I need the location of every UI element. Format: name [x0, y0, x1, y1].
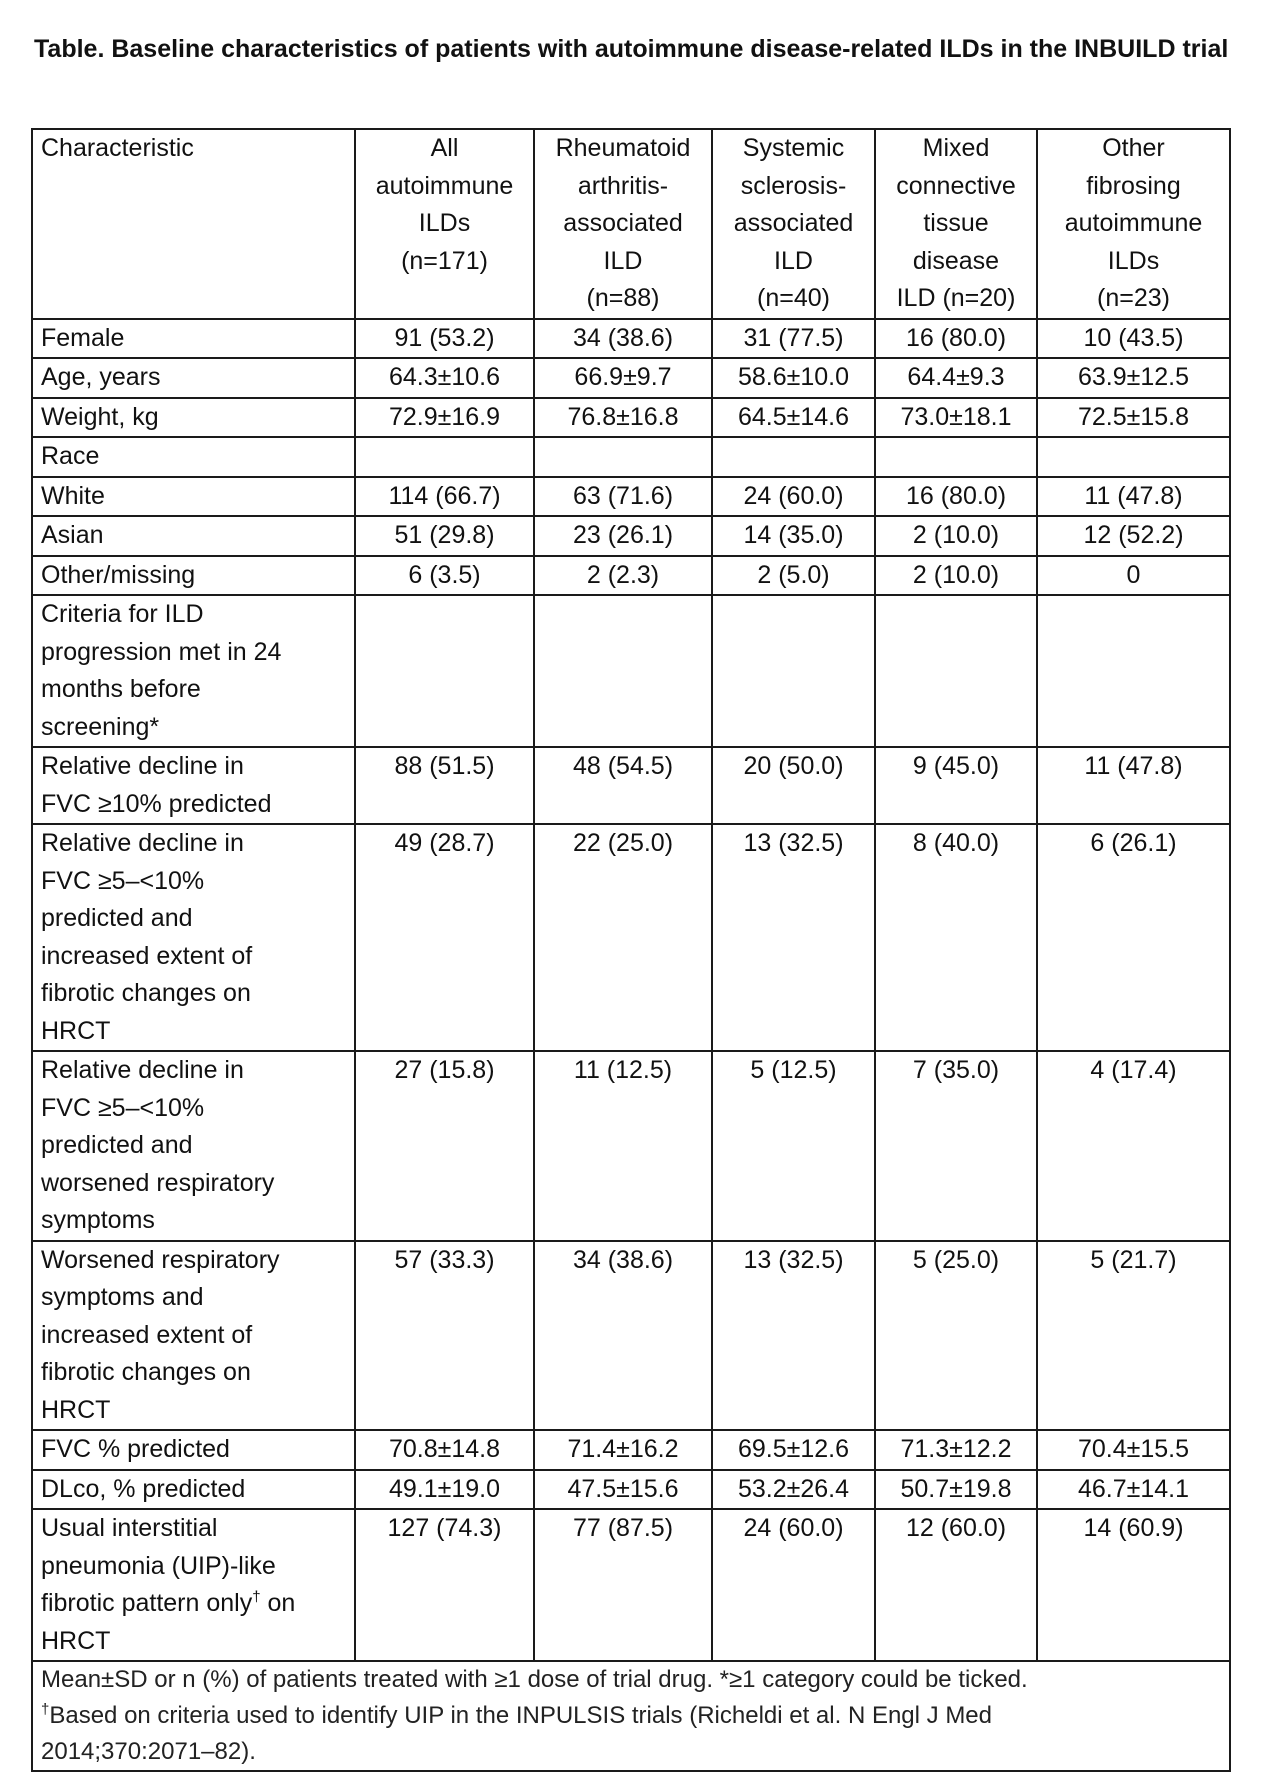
row-label: Other/missing	[32, 556, 355, 596]
row-other-missing	[32, 556, 1230, 596]
header-row	[32, 129, 1230, 319]
row-label: White	[32, 477, 355, 517]
row-white	[32, 477, 1230, 517]
cell-empty	[1037, 437, 1230, 477]
cell-value: 2 (5.0)	[712, 556, 875, 596]
row-decline10	[32, 747, 1230, 824]
footnote-line: 2014;370:2071–82).	[41, 1738, 256, 1765]
cell-value: 20 (50.0)	[712, 747, 875, 824]
row-label: Usual interstitial pneumonia (UIP)-like fibrotic pattern only† on HRCT	[32, 1509, 355, 1661]
header-mixed-connective: Mixed connective tissue disease ILD (n=20)	[875, 129, 1037, 319]
cell-empty	[875, 437, 1037, 477]
cell-value: 24 (60.0)	[712, 1509, 875, 1661]
cell-value: 51 (29.8)	[355, 516, 534, 556]
footnote-row	[32, 1661, 1230, 1771]
cell-value: 64.4±9.3	[875, 358, 1037, 398]
cell-empty	[712, 595, 875, 747]
row-race	[32, 437, 1230, 477]
cell-value: 34 (38.6)	[534, 319, 712, 359]
cell-value: 76.8±16.8	[534, 398, 712, 438]
header-rheumatoid: Rheumatoid arthritis- associated ILD (n=88)	[534, 129, 712, 319]
cell-value: 91 (53.2)	[355, 319, 534, 359]
cell-value: 127 (74.3)	[355, 1509, 534, 1661]
cell-value: 2 (10.0)	[875, 516, 1037, 556]
cell-value: 11 (12.5)	[534, 1051, 712, 1241]
cell-value: 23 (26.1)	[534, 516, 712, 556]
dagger-mark: †	[252, 1588, 261, 1606]
cell-value: 11 (47.8)	[1037, 477, 1230, 517]
footnote-line: Mean±SD or n (%) of patients treated with ≥1 dose of trial drug. *≥1 category could be ticked.	[41, 1666, 1028, 1693]
cell-value: 0	[1037, 556, 1230, 596]
cell-value: 77 (87.5)	[534, 1509, 712, 1661]
cell-value: 48 (54.5)	[534, 747, 712, 824]
cell-value: 31 (77.5)	[712, 319, 875, 359]
cell-value: 64.5±14.6	[712, 398, 875, 438]
cell-value: 71.3±12.2	[875, 1430, 1037, 1470]
cell-value: 12 (52.2)	[1037, 516, 1230, 556]
cell-value: 14 (60.9)	[1037, 1509, 1230, 1661]
cell-value: 8 (40.0)	[875, 824, 1037, 1051]
cell-value: 114 (66.7)	[355, 477, 534, 517]
baseline-table	[31, 128, 1231, 1772]
cell-value: 13 (32.5)	[712, 1241, 875, 1431]
cell-value: 11 (47.8)	[1037, 747, 1230, 824]
cell-value: 57 (33.3)	[355, 1241, 534, 1431]
row-asian	[32, 516, 1230, 556]
cell-value: 6 (26.1)	[1037, 824, 1230, 1051]
cell-value: 49.1±19.0	[355, 1470, 534, 1510]
cell-value: 50.7±19.8	[875, 1470, 1037, 1510]
cell-value: 88 (51.5)	[355, 747, 534, 824]
cell-value: 2 (2.3)	[534, 556, 712, 596]
cell-value: 5 (25.0)	[875, 1241, 1037, 1431]
cell-value: 34 (38.6)	[534, 1241, 712, 1431]
row-label: Race	[32, 437, 355, 477]
cell-value: 2 (10.0)	[875, 556, 1037, 596]
row-uip	[32, 1509, 1230, 1661]
cell-empty	[534, 437, 712, 477]
cell-value: 64.3±10.6	[355, 358, 534, 398]
row-age	[32, 358, 1230, 398]
cell-empty	[355, 595, 534, 747]
row-decline5-fibrotic	[32, 824, 1230, 1051]
cell-value: 12 (60.0)	[875, 1509, 1037, 1661]
footnote-line: †Based on criteria used to identify UIP in the INPULSIS trials (Richeldi et al. N Engl J Med	[41, 1701, 992, 1729]
row-label: Weight, kg	[32, 398, 355, 438]
row-decline5-symptoms	[32, 1051, 1230, 1241]
row-label: Relative decline in FVC ≥5–<10% predicted and worsened respiratory symptoms	[32, 1051, 355, 1241]
cell-value: 16 (80.0)	[875, 319, 1037, 359]
row-label: Age, years	[32, 358, 355, 398]
cell-value: 66.9±9.7	[534, 358, 712, 398]
row-symptoms-fibrotic	[32, 1241, 1230, 1431]
cell-value: 13 (32.5)	[712, 824, 875, 1051]
row-fvc	[32, 1430, 1230, 1470]
row-label: Relative decline in FVC ≥10% predicted	[32, 747, 355, 824]
cell-value: 70.8±14.8	[355, 1430, 534, 1470]
row-label: Female	[32, 319, 355, 359]
table-title: Table. Baseline characteristics of patients with autoimmune disease-related ILDs in the INBUILD trial	[34, 35, 1229, 63]
cell-value: 46.7±14.1	[1037, 1470, 1230, 1510]
header-characteristic: Characteristic	[32, 129, 355, 319]
header-other-fibrosing: Other fibrosing autoimmune ILDs (n=23)	[1037, 129, 1230, 319]
cell-value: 24 (60.0)	[712, 477, 875, 517]
row-female	[32, 319, 1230, 359]
cell-value: 10 (43.5)	[1037, 319, 1230, 359]
cell-value: 27 (15.8)	[355, 1051, 534, 1241]
cell-value: 14 (35.0)	[712, 516, 875, 556]
row-label: Relative decline in FVC ≥5–<10% predicted and increased extent of fibrotic changes on HRCT	[32, 824, 355, 1051]
cell-value: 16 (80.0)	[875, 477, 1037, 517]
cell-value: 7 (35.0)	[875, 1051, 1037, 1241]
cell-value: 58.6±10.0	[712, 358, 875, 398]
cell-value: 73.0±18.1	[875, 398, 1037, 438]
cell-value: 49 (28.7)	[355, 824, 534, 1051]
cell-value: 6 (3.5)	[355, 556, 534, 596]
row-label: Worsened respiratory symptoms and increased extent of fibrotic changes on HRCT	[32, 1241, 355, 1431]
cell-empty	[355, 437, 534, 477]
cell-value: 63 (71.6)	[534, 477, 712, 517]
row-label: FVC % predicted	[32, 1430, 355, 1470]
cell-value: 5 (12.5)	[712, 1051, 875, 1241]
cell-value: 69.5±12.6	[712, 1430, 875, 1470]
row-criteria	[32, 595, 1230, 747]
cell-empty	[534, 595, 712, 747]
cell-value: 47.5±15.6	[534, 1470, 712, 1510]
cell-value: 22 (25.0)	[534, 824, 712, 1051]
cell-value: 72.5±15.8	[1037, 398, 1230, 438]
row-weight	[32, 398, 1230, 438]
cell-value: 9 (45.0)	[875, 747, 1037, 824]
row-label: Asian	[32, 516, 355, 556]
header-all-autoimmune: All autoimmune ILDs (n=171)	[355, 129, 534, 319]
cell-empty	[1037, 595, 1230, 747]
cell-value: 63.9±12.5	[1037, 358, 1230, 398]
table-footnotes	[32, 1661, 1230, 1771]
cell-value: 71.4±16.2	[534, 1430, 712, 1470]
cell-value: 53.2±26.4	[712, 1470, 875, 1510]
cell-empty	[875, 595, 1037, 747]
cell-value: 70.4±15.5	[1037, 1430, 1230, 1470]
header-systemic-sclerosis: Systemic sclerosis- associated ILD (n=40)	[712, 129, 875, 319]
cell-value: 4 (17.4)	[1037, 1051, 1230, 1241]
cell-empty	[712, 437, 875, 477]
cell-value: 72.9±16.9	[355, 398, 534, 438]
row-label: Criteria for ILD progression met in 24 months before screening*	[32, 595, 355, 747]
row-label: DLco, % predicted	[32, 1470, 355, 1510]
row-dlco	[32, 1470, 1230, 1510]
cell-value: 5 (21.7)	[1037, 1241, 1230, 1431]
